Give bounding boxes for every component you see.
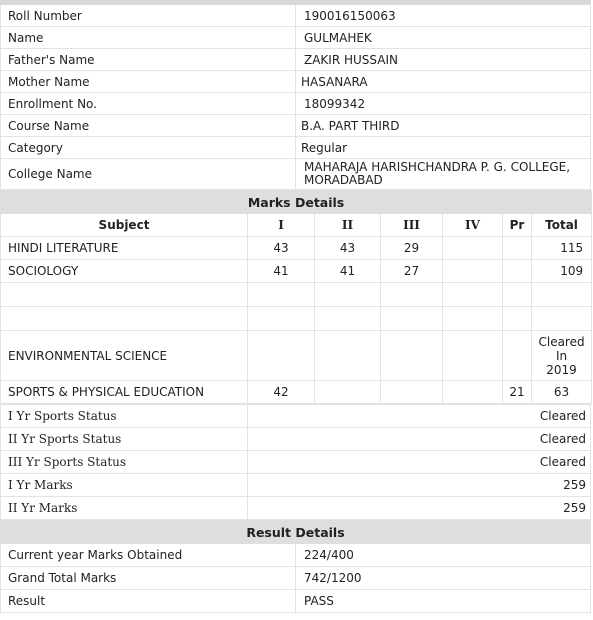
mark-pr bbox=[503, 260, 532, 283]
env-total bbox=[532, 331, 592, 381]
status-label: I Yr Marks bbox=[1, 474, 248, 497]
table-row bbox=[1, 260, 592, 283]
mark-iv bbox=[443, 260, 503, 283]
status-value: 259 bbox=[248, 497, 591, 520]
grand-total-label: Grand Total Marks bbox=[1, 567, 296, 590]
status-row bbox=[1, 405, 591, 428]
current-marks-value: 224/400 bbox=[296, 544, 591, 567]
env-total-line2: In bbox=[555, 348, 568, 363]
mother-label: Mother Name bbox=[1, 71, 296, 93]
mark-ii: 43 bbox=[315, 237, 381, 260]
mark-total: 63 bbox=[532, 381, 592, 404]
course-label: Course Name bbox=[1, 115, 296, 137]
student-info-table bbox=[0, 0, 591, 190]
row-category bbox=[1, 137, 591, 159]
grand-total-value: 742/1200 bbox=[296, 567, 591, 590]
status-label: II Yr Marks bbox=[1, 497, 248, 520]
header-total: Total bbox=[532, 214, 592, 237]
subject-name: HINDI LITERATURE bbox=[1, 237, 248, 260]
status-value: Cleared bbox=[248, 451, 591, 474]
name-value: GULMAHEK bbox=[296, 27, 591, 49]
status-label: I Yr Sports Status bbox=[1, 405, 248, 428]
subject-name: SPORTS & PHYSICAL EDUCATION bbox=[1, 381, 248, 404]
header-iv: IV bbox=[443, 214, 503, 237]
mark-ii: 41 bbox=[315, 260, 381, 283]
status-label: III Yr Sports Status bbox=[1, 451, 248, 474]
enrollment-label: Enrollment No. bbox=[1, 93, 296, 115]
header-ii: II bbox=[315, 214, 381, 237]
category-label: Category bbox=[1, 137, 296, 159]
empty-row bbox=[1, 307, 592, 331]
row-result bbox=[1, 590, 591, 613]
table-row-environmental bbox=[1, 331, 592, 381]
roll-number-label: Roll Number bbox=[1, 5, 296, 27]
mark-i: 41 bbox=[248, 260, 315, 283]
subject-name: ENVIRONMENTAL SCIENCE bbox=[1, 331, 248, 381]
college-value: MAHARAJA HARISHCHANDRA P. G. COLLEGE, MORADABAD bbox=[296, 159, 591, 190]
header-iii: III bbox=[381, 214, 443, 237]
env-total-line3: 2019 bbox=[546, 362, 577, 377]
status-value: Cleared bbox=[248, 405, 591, 428]
mark-total: 115 bbox=[532, 237, 592, 260]
header-i: I bbox=[248, 214, 315, 237]
result-table bbox=[0, 520, 591, 613]
env-total-line1: Cleared bbox=[538, 334, 585, 349]
category-value: Regular bbox=[296, 137, 591, 159]
enrollment-value: 18099342 bbox=[296, 93, 591, 115]
course-value: B.A. PART THIRD bbox=[296, 115, 591, 137]
mark-iv bbox=[443, 237, 503, 260]
marks-details-heading: Marks Details bbox=[1, 191, 592, 214]
father-label: Father's Name bbox=[1, 49, 296, 71]
marks-table bbox=[0, 190, 592, 404]
mark-i: 43 bbox=[248, 237, 315, 260]
status-row bbox=[1, 474, 591, 497]
row-mother bbox=[1, 71, 591, 93]
sports-status-table bbox=[0, 404, 591, 520]
header-pr: Pr bbox=[503, 214, 532, 237]
subject-name: SOCIOLOGY bbox=[1, 260, 248, 283]
mark-pr bbox=[503, 237, 532, 260]
mark-pr: 21 bbox=[503, 381, 532, 404]
result-details-heading: Result Details bbox=[1, 521, 591, 544]
table-row bbox=[1, 237, 592, 260]
row-college bbox=[1, 159, 591, 190]
name-label: Name bbox=[1, 27, 296, 49]
row-course bbox=[1, 115, 591, 137]
status-row bbox=[1, 451, 591, 474]
header-subject: Subject bbox=[1, 214, 248, 237]
table-row-sports bbox=[1, 381, 592, 404]
marks-header-row bbox=[1, 214, 592, 237]
row-grand-total bbox=[1, 567, 591, 590]
college-label: College Name bbox=[1, 159, 296, 190]
empty-row bbox=[1, 283, 592, 307]
result-label: Result bbox=[1, 590, 296, 613]
row-name bbox=[1, 27, 591, 49]
row-enrollment bbox=[1, 93, 591, 115]
row-father bbox=[1, 49, 591, 71]
status-value: Cleared bbox=[248, 428, 591, 451]
row-roll-number bbox=[1, 5, 591, 27]
status-label: II Yr Sports Status bbox=[1, 428, 248, 451]
current-marks-label: Current year Marks Obtained bbox=[1, 544, 296, 567]
father-value: ZAKIR HUSSAIN bbox=[296, 49, 591, 71]
status-row bbox=[1, 497, 591, 520]
mark-iii: 27 bbox=[381, 260, 443, 283]
row-current-marks bbox=[1, 544, 591, 567]
mother-value: HASANARA bbox=[296, 71, 591, 93]
mark-iii: 29 bbox=[381, 237, 443, 260]
roll-number-value: 190016150063 bbox=[296, 5, 591, 27]
mark-i: 42 bbox=[248, 381, 315, 404]
mark-total: 109 bbox=[532, 260, 592, 283]
status-value: 259 bbox=[248, 474, 591, 497]
status-row bbox=[1, 428, 591, 451]
result-value: PASS bbox=[296, 590, 591, 613]
